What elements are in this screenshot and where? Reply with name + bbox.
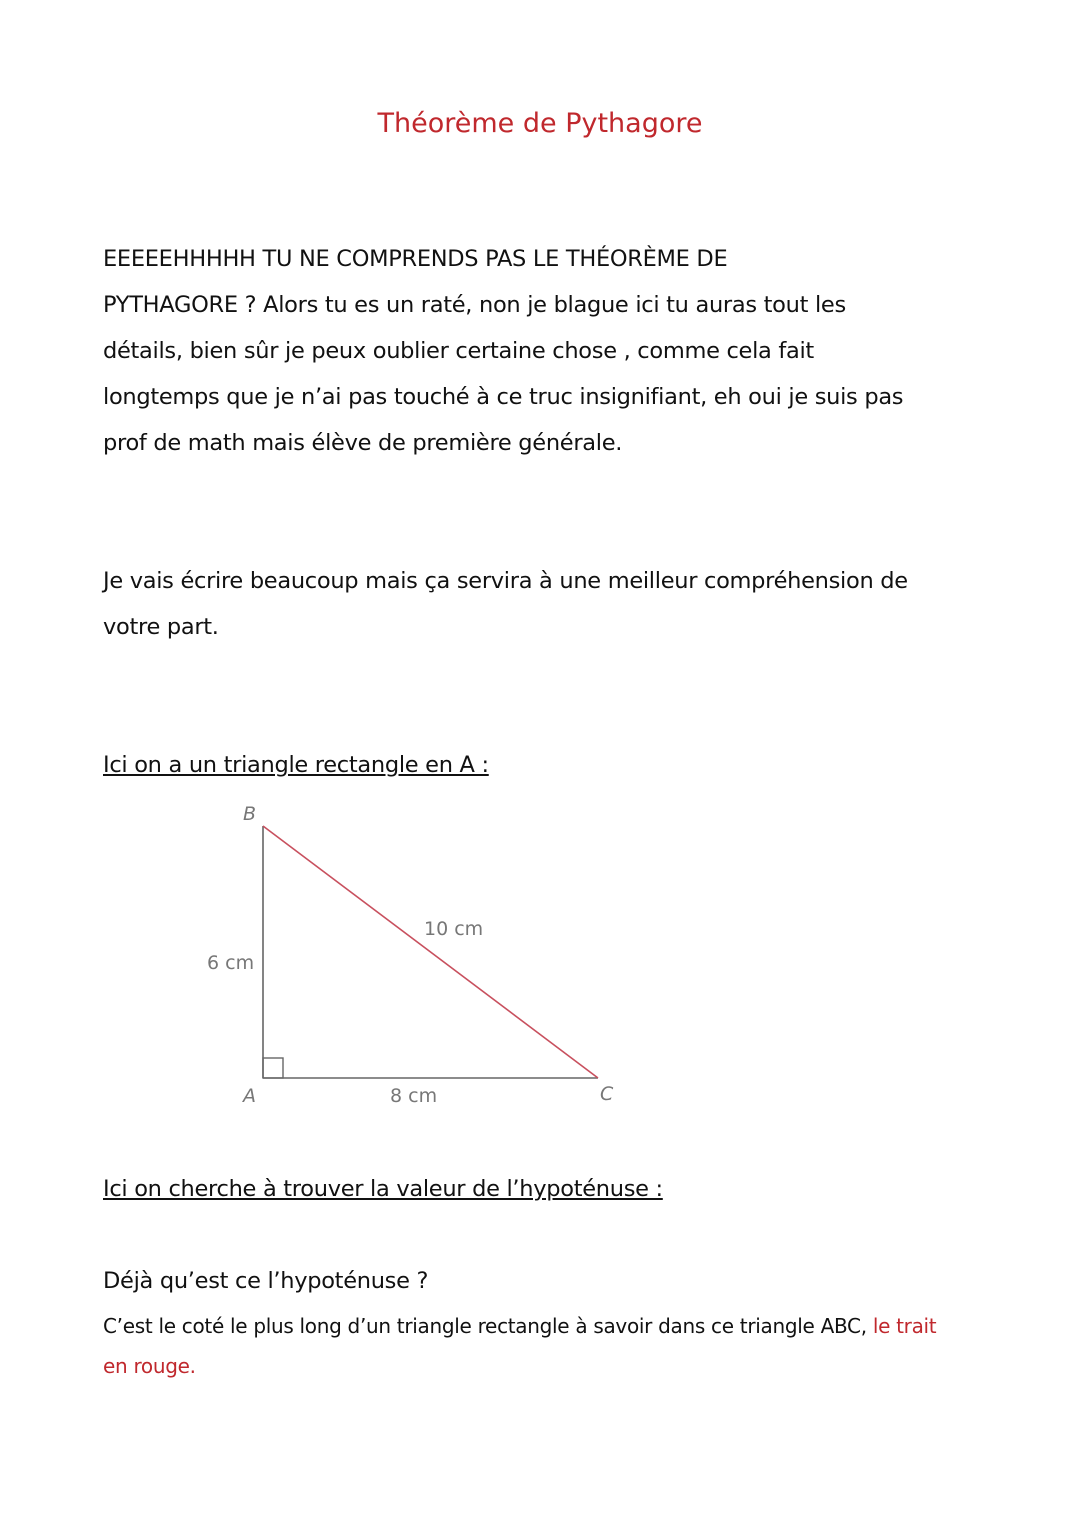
triangle-heading: Ici on a un triangle rectangle en A : [103,752,489,778]
paragraph-line: Je vais écrire beaucoup mais ça servira à une meilleur compréhension de [103,568,908,594]
vertex-a-label: A [243,1085,256,1107]
side-ab-label: 6 cm [207,952,255,974]
intro-line: détails, bien sûr je peux oublier certaine chose , comme cela fait [103,338,814,364]
side-bc-label: 10 cm [424,918,484,940]
vertex-c-label: C [600,1083,614,1105]
side-ac-label: 8 cm [390,1085,438,1107]
hypotenuse-bc [263,826,598,1078]
answer-red-text-continued: en rouge. [103,1354,196,1378]
vertex-b-label: B [243,803,257,825]
answer-red-text: le trait [872,1314,937,1338]
answer-line [103,1314,936,1338]
intro-line: longtemps que je n’ai pas touché à ce truc insignifiant, eh oui je suis pas [103,384,904,410]
paragraph-line: votre part. [103,614,219,640]
question-text: Déjà qu’est ce l’hypoténuse ? [103,1268,429,1294]
page-title: Théorème de Pythagore [377,108,703,139]
hypotenuse-heading: Ici on cherche à trouver la valeur de l’hypoténuse : [103,1176,663,1202]
intro-line: EEEEEHHHHH TU NE COMPRENDS PAS LE THÉORÈME DE [103,246,728,272]
intro-line: PYTHAGORE ? Alors tu es un raté, non je blague ici tu auras tout les [103,292,846,318]
right-angle-marker [263,1058,283,1078]
intro-line: prof de math mais élève de première générale. [103,430,623,456]
answer-text: C’est le coté le plus long d’un triangle rectangle à savoir dans ce triangle ABC, [103,1314,873,1338]
